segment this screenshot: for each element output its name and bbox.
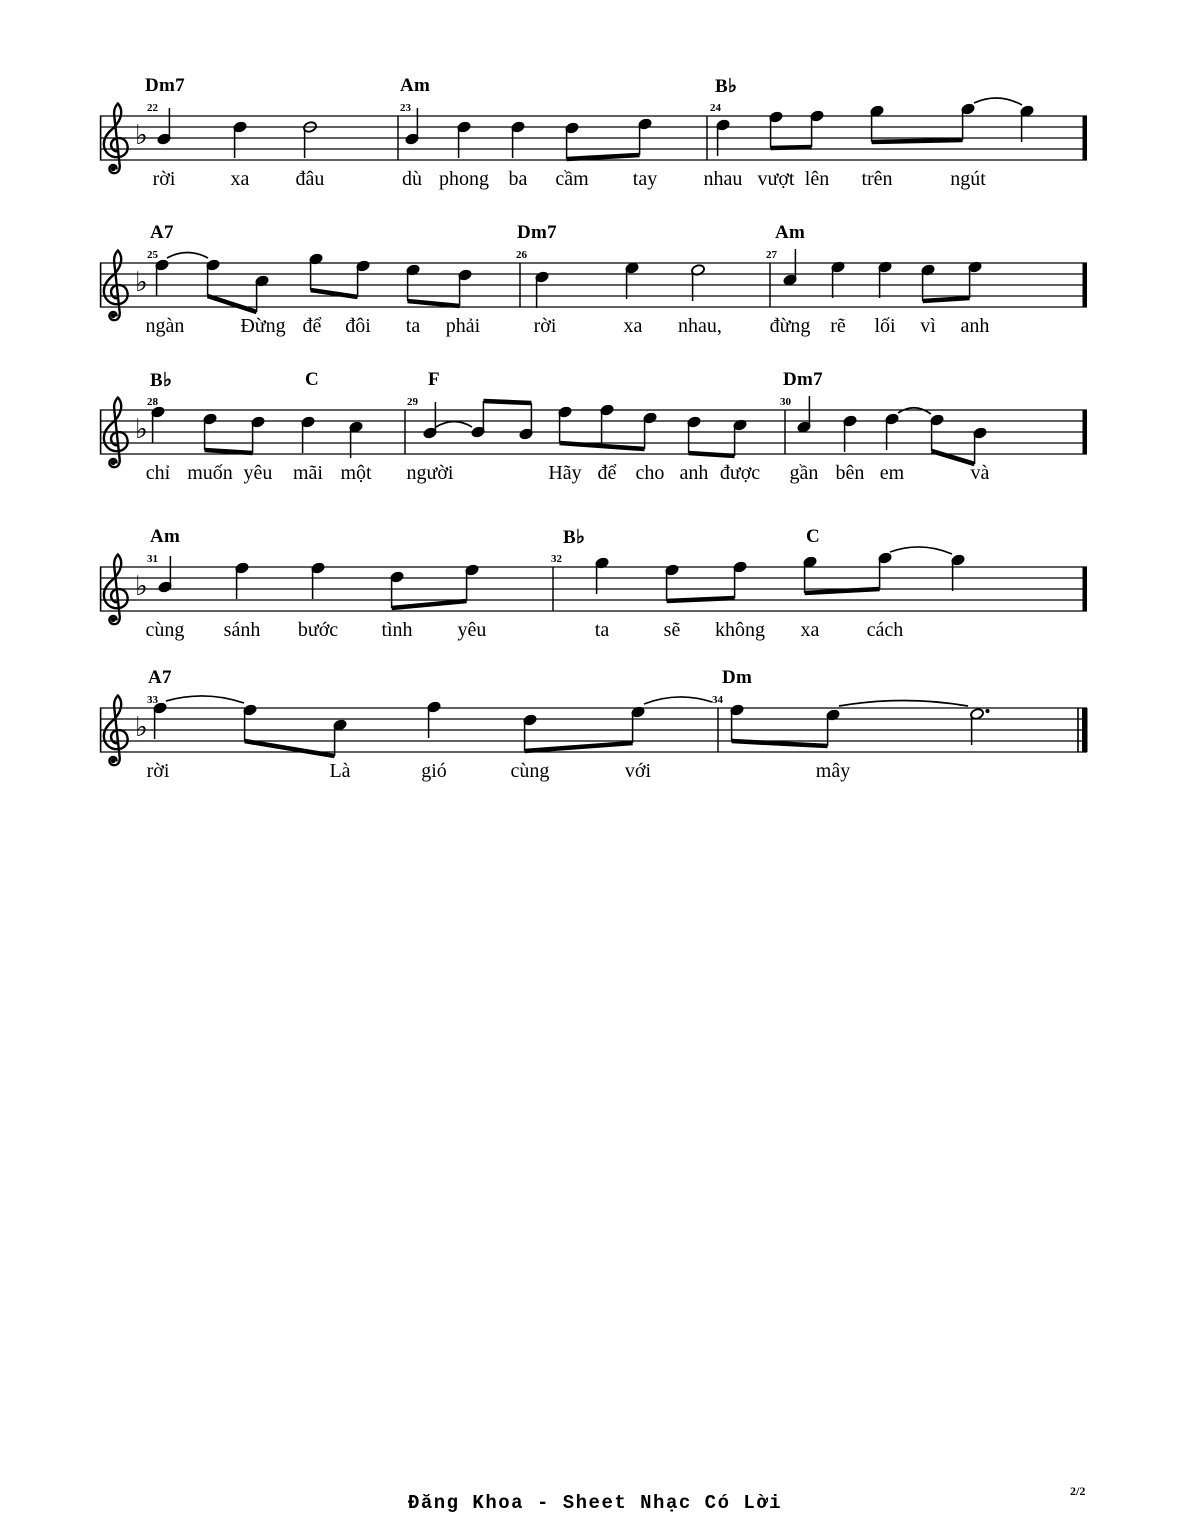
- measure-number: 33: [147, 694, 158, 706]
- lyric-syllable: yêu: [243, 462, 273, 484]
- lyric-syllable: cho: [635, 462, 665, 484]
- lyric-syllable: bước: [297, 619, 339, 641]
- lyric-syllable: cầm: [555, 168, 589, 190]
- measure-number: 27: [766, 249, 777, 261]
- lyric-syllable: rẽ: [830, 315, 846, 337]
- measure-number: 30: [780, 396, 791, 408]
- measure-number: 32: [551, 553, 562, 565]
- lyric-syllable: muốn: [187, 462, 233, 484]
- lyric-syllable: và: [970, 462, 990, 484]
- lyric-syllable: Là: [329, 760, 351, 782]
- measure-number: 34: [712, 694, 723, 706]
- chord-label: F: [428, 369, 440, 390]
- lyric-syllable: lối: [874, 315, 896, 337]
- lyric-syllable: tay: [632, 168, 658, 190]
- lyric-syllable: trên: [861, 168, 893, 190]
- chord-label: B♭: [150, 370, 173, 391]
- flat-key-signature-icon: ♭: [135, 571, 148, 602]
- lyric-syllable: mãi: [293, 462, 323, 484]
- lyric-syllable: ngàn: [145, 315, 185, 337]
- chord-label: Am: [150, 526, 181, 547]
- lyric-syllable: rời: [146, 760, 170, 782]
- measure-number: 23: [400, 102, 411, 114]
- lyric-syllable: anh: [679, 462, 709, 484]
- lyric-syllable: ngút: [950, 168, 986, 190]
- lyric-syllable: gần: [789, 462, 819, 484]
- lyric-syllable: xa: [230, 168, 250, 190]
- lyric-syllable: với: [624, 760, 652, 782]
- lyric-syllable: sẽ: [663, 619, 681, 641]
- flat-key-signature-icon: ♭: [135, 267, 148, 298]
- lyric-syllable: rời: [533, 315, 557, 337]
- lyric-syllable: phải: [445, 315, 481, 337]
- chord-label: Am: [400, 75, 431, 96]
- measure-number: 22: [147, 102, 158, 114]
- measure-number: 26: [516, 249, 527, 261]
- flat-key-signature-icon: ♭: [135, 414, 148, 445]
- lyric-syllable: ba: [508, 168, 528, 190]
- lyric-syllable: xa: [623, 315, 643, 337]
- lyric-syllable: cách: [866, 619, 904, 641]
- lyric-syllable: vì: [920, 315, 936, 337]
- chord-label: B♭: [563, 527, 586, 548]
- lyric-syllable: vượt: [757, 168, 795, 190]
- lyric-syllable: ta: [405, 315, 421, 337]
- lyric-syllable: mây: [815, 760, 851, 782]
- lyric-syllable: yêu: [457, 619, 487, 641]
- page-number: 2/2: [1070, 1484, 1086, 1498]
- lyric-syllable: nhau,: [678, 315, 722, 337]
- chord-label: A7: [148, 667, 172, 688]
- lyric-syllable: phong: [439, 168, 489, 190]
- lyric-syllable: gió: [421, 760, 447, 782]
- lyric-syllable: dù: [402, 168, 422, 190]
- measure-number: 29: [407, 396, 418, 408]
- lyric-syllable: Đừng: [240, 315, 286, 337]
- lyric-syllable: nhau: [703, 168, 743, 190]
- lyric-syllable: đừng: [769, 315, 811, 337]
- flat-key-signature-icon: ♭: [135, 712, 148, 743]
- lyric-syllable: không: [715, 619, 765, 641]
- measure-number: 31: [147, 553, 158, 565]
- lyric-syllable: lên: [804, 168, 830, 190]
- lyric-syllable: Hãy: [548, 462, 582, 484]
- lyric-syllable: một: [340, 462, 372, 484]
- measure-number: 24: [710, 102, 721, 114]
- chord-label: B♭: [715, 76, 738, 97]
- lyric-syllable: ta: [594, 619, 610, 641]
- chord-label: C: [806, 526, 821, 547]
- lyric-syllable: tình: [381, 619, 413, 641]
- chord-label: A7: [150, 222, 174, 243]
- lyric-syllable: để: [302, 315, 322, 337]
- chord-label: Dm7: [517, 222, 557, 243]
- lyric-syllable: chỉ: [145, 462, 171, 484]
- lyric-syllable: được: [719, 462, 761, 484]
- lyric-syllable: xa: [800, 619, 820, 641]
- chord-label: C: [305, 369, 320, 390]
- lyric-syllable: bên: [835, 462, 865, 484]
- flat-key-signature-icon: ♭: [135, 120, 148, 151]
- lyric-syllable: cùng: [145, 619, 185, 641]
- lyric-syllable: đôi: [345, 315, 371, 337]
- lyric-syllable: sánh: [223, 619, 261, 641]
- chord-label: Dm: [722, 667, 753, 688]
- lyric-syllable: để: [597, 462, 617, 484]
- lyric-syllable: cùng: [510, 760, 550, 782]
- chord-label: Am: [775, 222, 806, 243]
- chord-label: Dm7: [783, 369, 823, 390]
- lyric-syllable: người: [406, 462, 454, 484]
- lyric-syllable: em: [879, 462, 905, 484]
- lyric-syllable: anh: [960, 315, 990, 337]
- measure-number: 28: [147, 396, 158, 408]
- measure-number: 25: [147, 249, 158, 261]
- footer-credit: Đăng Khoa - Sheet Nhạc Có Lời: [407, 1492, 783, 1514]
- lyric-syllable: đâu: [295, 168, 325, 190]
- chord-label: Dm7: [145, 75, 185, 96]
- lyric-syllable: rời: [152, 168, 176, 190]
